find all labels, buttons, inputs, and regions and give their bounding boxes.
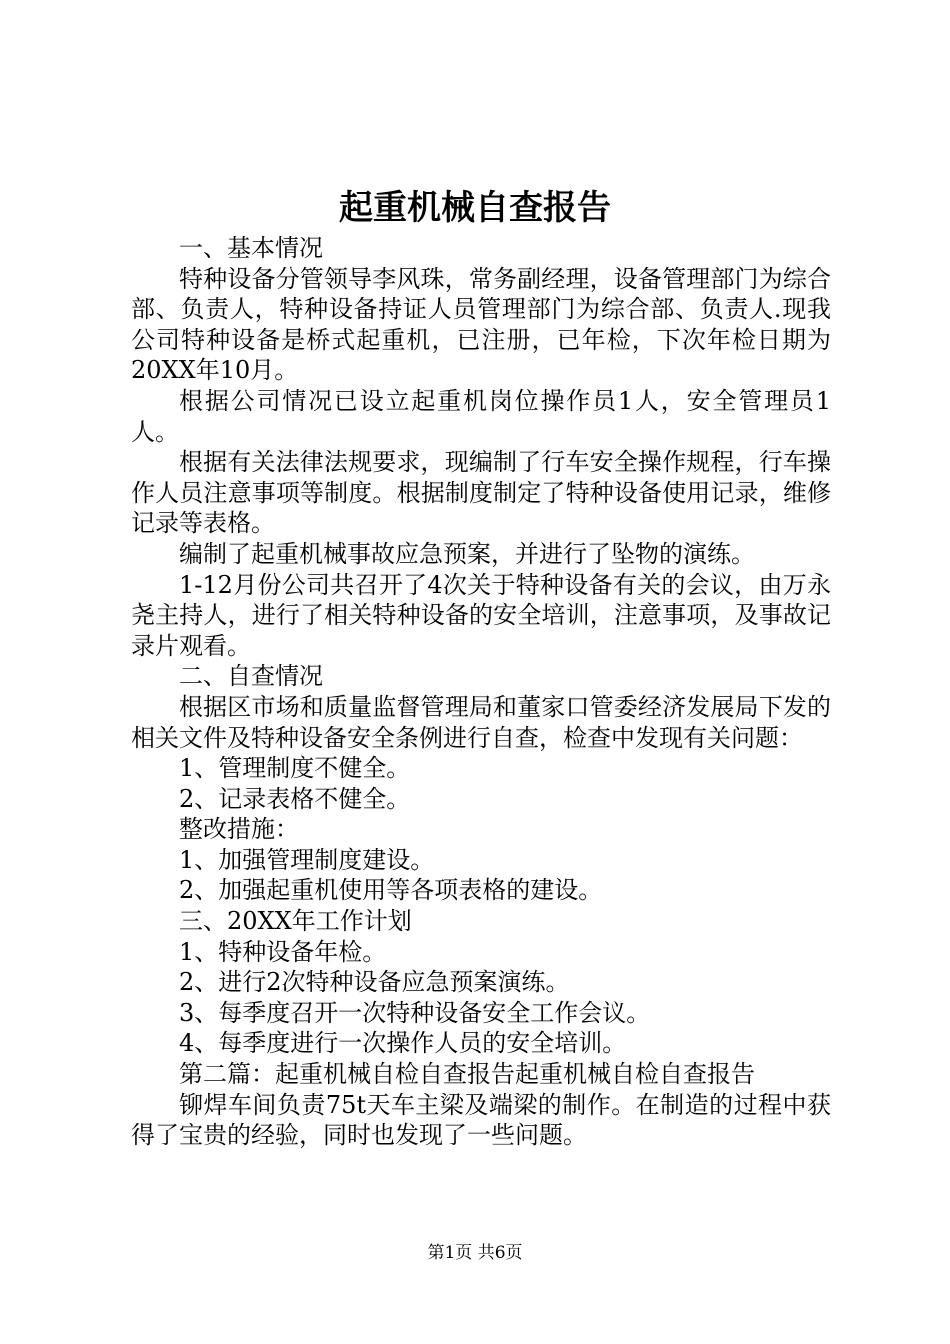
document-body (131, 233, 831, 1151)
list-item: 2、记录表格不健全。 (179, 784, 411, 813)
list-item: 3、每季度召开一次特种设备安全工作会议。 (179, 998, 651, 1027)
paragraph: 铆焊车间负责75t天车主梁及端梁的制作。在制造的过程中获得了宝贵的经验，同时也发现了一些问题。 (131, 1090, 831, 1150)
list-item: 2、进行2次特种设备应急预案演练。 (179, 968, 570, 997)
document-title: 起重机械自查报告 (339, 188, 611, 228)
paragraph: 根据有关法律法规要求，现编制了行车安全操作规程，行车操作人员注意事项等制度。根据制度制定了特种设备使用记录，维修记录等表格。 (131, 448, 831, 538)
list-item: 2、加强起重机使用等各项表格的建设。 (179, 876, 603, 905)
page-footer: 第1页 共6页 (427, 1243, 523, 1263)
subheading-rectification: 整改措施： (179, 815, 299, 844)
paragraph: 编制了起重机械事故应急预案，并进行了坠物的演练。 (179, 539, 755, 568)
paragraph: 根据公司情况已设立起重机岗位操作员1人，安全管理员1人。 (131, 386, 831, 446)
list-item: 1、特种设备年检。 (179, 937, 387, 966)
paragraph: 根据区市场和质量监督管理局和董家口管委经济发展局下发的相关文件及特种设备安全条例进行自查，检查中发现有关问题： (131, 692, 831, 752)
paragraph: 1-12月份公司共召开了4次关于特种设备有关的会议，由万永尧主持人，进行了相关特种设备的安全培训，注意事项，及事故记录片观看。 (131, 570, 831, 660)
section-heading-part-two: 第二篇：起重机械自检自查报告起重机械自检自查报告 (179, 1060, 755, 1089)
list-item: 1、加强管理制度建设。 (179, 845, 435, 874)
list-item: 4、每季度进行一次操作人员的安全培训。 (179, 1029, 627, 1058)
paragraph: 特种设备分管领导李风珠，常务副经理，设备管理部门为综合部、负责人，特种设备持证人员管理部门为综合部、负责人.现我公司特种设备是桥式起重机，已注册，已年检，下次年检日期为20XX年10月。 (131, 264, 831, 385)
list-item: 1、管理制度不健全。 (179, 754, 411, 783)
section-heading-work-plan: 三、20XX年工作计划 (179, 907, 412, 936)
section-heading-self-check: 二、自查情况 (179, 662, 323, 691)
section-heading-basic-info: 一、基本情况 (179, 234, 323, 262)
